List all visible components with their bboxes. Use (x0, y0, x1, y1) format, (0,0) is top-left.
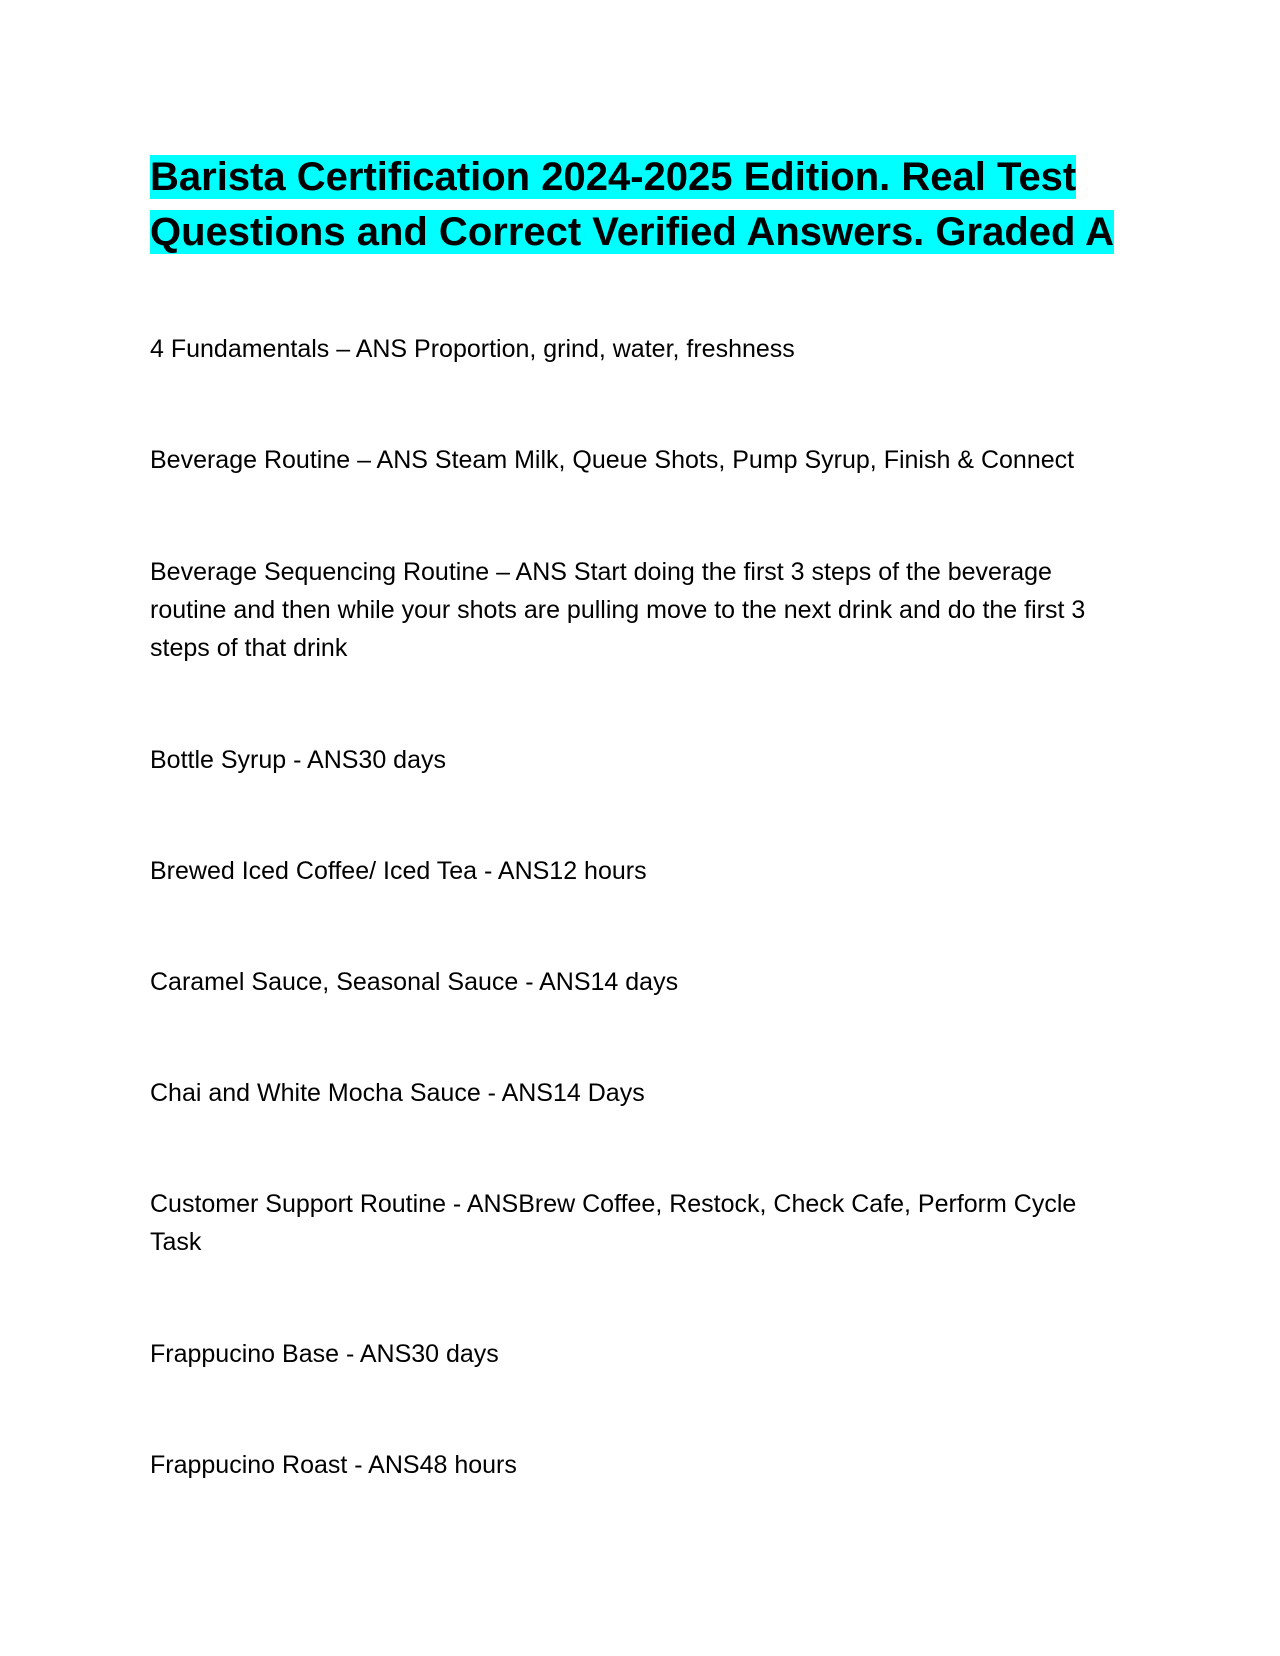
qa-entry-chai-white-mocha: Chai and White Mocha Sauce - ANS14 Days (150, 1079, 645, 1107)
qa-entry-bottle-syrup: Bottle Syrup - ANS30 days (150, 746, 446, 774)
qa-entry-frappucino-base: Frappucino Base - ANS30 days (150, 1340, 499, 1368)
qa-entry-customer-support-routine: Customer Support Routine - ANSBrew Coffee, Restock, Check Cafe, Perform Cycle Task (150, 1190, 1077, 1256)
qa-entry-beverage-sequencing-routine: Beverage Sequencing Routine – ANS Start doing the first 3 steps of the beverage routine and then while your shots are pulling move to the next drink and do the first 3 steps of that drink (150, 558, 1086, 662)
qa-entry-frappucino-roast: Frappucino Roast - ANS48 hours (150, 1451, 517, 1479)
qa-entry-beverage-routine: Beverage Routine – ANS Steam Milk, Queue Shots, Pump Syrup, Finish & Connect (150, 446, 1075, 474)
title-highlight: Barista Certification 2024-2025 Edition. Real Test Questions and Correct Verified Answers. Graded A (150, 155, 1114, 254)
qa-entry-caramel-sauce: Caramel Sauce, Seasonal Sauce - ANS14 days (150, 968, 679, 996)
qa-entry-4-fundamentals: 4 Fundamentals – ANS Proportion, grind, water, freshness (150, 335, 795, 363)
document-title (150, 150, 1130, 260)
qa-entry-brewed-iced-coffee: Brewed Iced Coffee/ Iced Tea - ANS12 hours (150, 857, 647, 885)
